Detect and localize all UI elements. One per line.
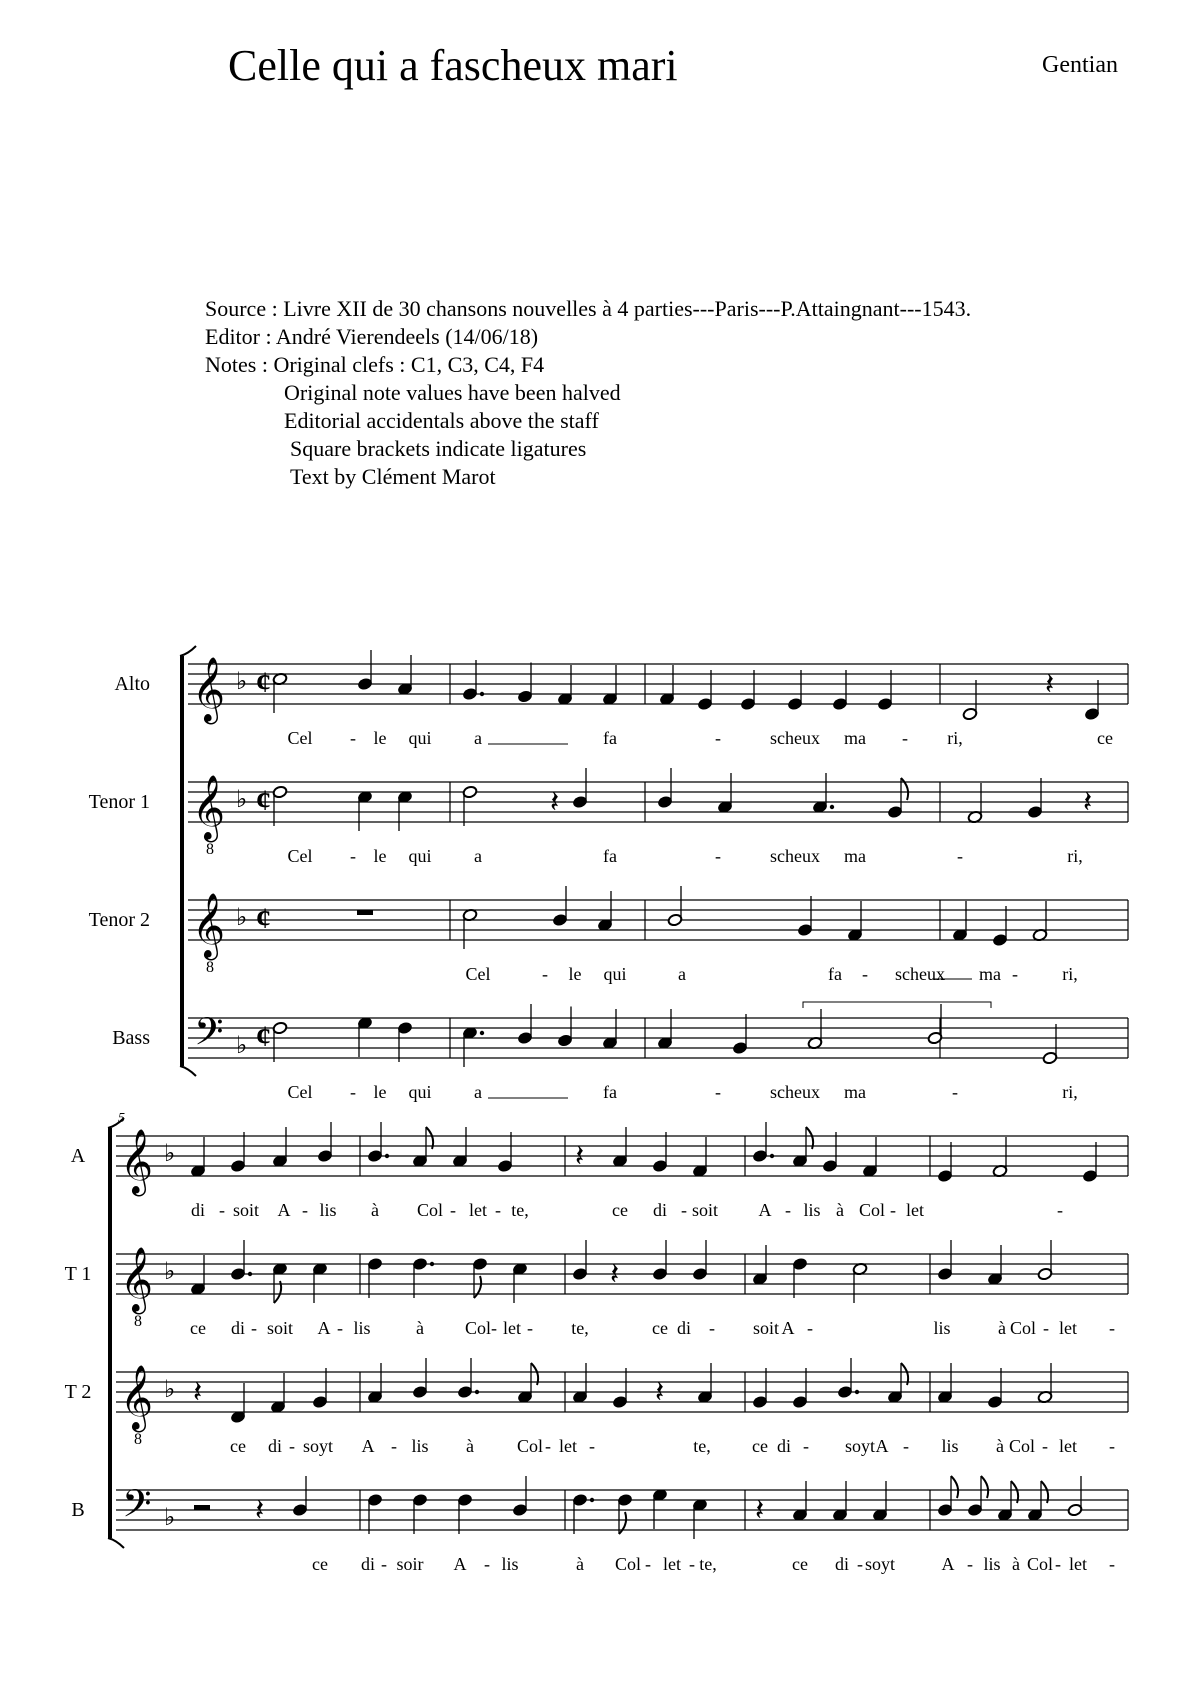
- score-title: Celle qui a fascheux mari: [228, 41, 678, 90]
- lyric-syllable: le: [568, 964, 582, 984]
- part-name-label: B: [71, 1499, 85, 1521]
- flat-icon: ♭: [164, 1141, 176, 1167]
- bass-clef-icon: 𝄢: [194, 1011, 224, 1062]
- lyric-syllable: -: [450, 1200, 456, 1220]
- notes-line: Notes : Original clefs : C1, C3, C4, F4: [205, 352, 545, 377]
- lyric-syllable: lis: [803, 1200, 821, 1220]
- lyric-syllable: Cel: [465, 964, 491, 984]
- lyric-syllable: -: [391, 1436, 397, 1456]
- bracket-hook: [108, 1538, 124, 1548]
- lyric-syllable: soyt: [844, 1436, 876, 1456]
- note-values-line: Original note values have been halved: [284, 380, 621, 405]
- lyric-syllable: lis: [501, 1554, 519, 1574]
- system-2: [65, 1111, 1128, 1574]
- cut-time-icon: ¢: [256, 1020, 271, 1053]
- lyric-syllable: Col: [1026, 1554, 1054, 1574]
- lyric-syllable: -: [1043, 1318, 1049, 1338]
- lyric-syllable: A: [781, 1318, 795, 1338]
- lyric-syllable: à: [996, 1436, 1004, 1456]
- flat-icon: ♭: [236, 787, 248, 813]
- lyric-syllable: di: [190, 1200, 206, 1220]
- flat-icon: ♭: [236, 669, 248, 695]
- augmentation-dot: [385, 1154, 389, 1158]
- staff-2: [89, 886, 1128, 984]
- lyric-syllable: -: [350, 728, 356, 748]
- lyric-syllable: -: [709, 1318, 715, 1338]
- text-by-line: Text by Clément Marot: [290, 464, 496, 489]
- lyric-syllable: te,: [699, 1554, 717, 1574]
- lyric-syllable: ma: [979, 964, 1001, 984]
- lyric-syllable: à: [576, 1554, 584, 1574]
- augmentation-dot: [770, 1154, 774, 1158]
- flat-icon: ♭: [164, 1259, 176, 1285]
- lyric-syllable: -: [527, 1318, 533, 1338]
- lyric-syllable: le: [373, 846, 387, 866]
- part-name-label: T 2: [64, 1381, 92, 1403]
- note-flag: [474, 1276, 481, 1298]
- lyric-syllable: scheux: [770, 728, 820, 748]
- lyric-syllable: A: [361, 1436, 375, 1456]
- octave-eight-label: 8: [206, 841, 214, 858]
- lyric-syllable: di: [676, 1318, 692, 1338]
- lyric-syllable: -: [862, 964, 868, 984]
- editor-line: Editor : André Vierendeels (14/06/18): [205, 324, 539, 349]
- lyric-syllable: -: [1057, 1200, 1063, 1220]
- lyric-syllable: -: [1055, 1554, 1061, 1574]
- lyric-syllable: -: [484, 1554, 490, 1574]
- note-flag: [901, 778, 908, 800]
- lyric-syllable: a: [678, 964, 686, 984]
- lyric-syllable: lis: [933, 1318, 951, 1338]
- lyric-syllable: A: [875, 1436, 889, 1456]
- lyric-syllable: let: [1059, 1318, 1077, 1338]
- lyric-syllable: di: [360, 1554, 376, 1574]
- lyric-syllable: di: [230, 1318, 246, 1338]
- lyric-syllable: soit: [691, 1200, 719, 1220]
- lyric-syllable: a: [474, 1082, 482, 1102]
- lyric-syllable: soyt: [864, 1554, 896, 1574]
- note-flag: [981, 1476, 988, 1498]
- lyric-syllable: -: [681, 1200, 687, 1220]
- lyric-syllable: -: [1109, 1436, 1115, 1456]
- cut-time-icon: ¢: [256, 666, 271, 699]
- treble-clef-icon: 𝄞: [192, 659, 226, 721]
- lyric-syllable: qui: [408, 728, 432, 748]
- part-name-label: A: [70, 1145, 86, 1167]
- lyric-syllable: ce: [752, 1436, 768, 1456]
- lyric-syllable: ce: [1097, 728, 1113, 748]
- cut-time-icon: ¢: [256, 784, 271, 817]
- lyric-syllable: A: [758, 1200, 772, 1220]
- note-flag: [619, 1512, 626, 1534]
- augmentation-dot: [480, 692, 484, 696]
- treble-clef-icon: 𝄞: [120, 1367, 154, 1429]
- note-flag: [951, 1476, 958, 1498]
- lyric-syllable: -: [302, 1200, 308, 1220]
- lyric-syllable: qui: [603, 964, 627, 984]
- quarter-rest-icon: 𝄽: [755, 1494, 765, 1527]
- quarter-rest-icon: 𝄽: [1083, 786, 1093, 819]
- flat-icon: ♭: [164, 1505, 176, 1531]
- lyric-syllable: A: [453, 1554, 467, 1574]
- augmentation-dot: [475, 1390, 479, 1394]
- lyric-syllable: soit: [752, 1318, 780, 1338]
- ligatures-line: Square brackets indicate ligatures: [290, 436, 587, 461]
- lyric-syllable: soit: [266, 1318, 294, 1338]
- staff-1: [89, 768, 1128, 866]
- lyric-syllable: -: [1109, 1318, 1115, 1338]
- lyric-syllable: -: [715, 846, 721, 866]
- lyric-syllable: ce: [612, 1200, 628, 1220]
- ligature-bracket: [803, 1002, 991, 1008]
- lyric-syllable: -: [251, 1318, 257, 1338]
- lyric-syllable: -: [289, 1436, 295, 1456]
- lyric-syllable: ce: [190, 1318, 206, 1338]
- lyric-syllable: ma: [844, 1082, 866, 1102]
- lyric-syllable: -: [890, 1200, 896, 1220]
- lyric-syllable: -: [1109, 1554, 1115, 1574]
- augmentation-dot: [248, 1272, 252, 1276]
- lyric-syllable: scheux: [770, 1082, 820, 1102]
- lyric-syllable: -: [967, 1554, 973, 1574]
- lyric-syllable: à: [1012, 1554, 1020, 1574]
- lyric-syllable: te,: [511, 1200, 529, 1220]
- lyric-syllable: -: [857, 1554, 863, 1574]
- lyric-syllable: ce: [652, 1318, 668, 1338]
- lyric-syllable: Col: [416, 1200, 444, 1220]
- lyric-syllable: -: [495, 1200, 501, 1220]
- lyric-syllable: Cel: [287, 1082, 313, 1102]
- treble-clef-icon: 𝄞: [120, 1131, 154, 1193]
- lyric-syllable: -: [785, 1200, 791, 1220]
- lyric-syllable: à: [416, 1318, 424, 1338]
- lyric-syllable: ri,: [947, 728, 963, 748]
- lyric-syllable: à: [371, 1200, 379, 1220]
- lyric-syllable: -: [545, 1436, 551, 1456]
- lyric-syllable: -: [1042, 1436, 1048, 1456]
- lyric-syllable: di: [834, 1554, 850, 1574]
- lyric-syllable: à: [998, 1318, 1006, 1338]
- flat-icon: ♭: [164, 1377, 176, 1403]
- lyric-syllable: ri,: [1062, 964, 1078, 984]
- source-line: Source : Livre XII de 30 chansons nouvelles à 4 parties---Paris---P.Attaingnant---1543.: [205, 296, 972, 321]
- octave-eight-label: 8: [134, 1313, 142, 1330]
- staff-1: [65, 1240, 1128, 1338]
- lyric-syllable: fa: [603, 1082, 617, 1102]
- lyric-syllable: le: [373, 728, 387, 748]
- lyric-syllable: te,: [571, 1318, 589, 1338]
- lyric-syllable: let: [503, 1318, 521, 1338]
- bracket-hook: [180, 646, 196, 656]
- lyric-syllable: qui: [408, 1082, 432, 1102]
- lyric-syllable: lis: [983, 1554, 1001, 1574]
- augmentation-dot: [480, 1031, 484, 1035]
- octave-eight-label: 8: [206, 959, 214, 976]
- augmentation-dot: [830, 805, 834, 809]
- lyric-syllable: ma: [844, 846, 866, 866]
- part-name-label: T 1: [64, 1263, 92, 1285]
- bracket-hook: [180, 1066, 196, 1076]
- lyric-syllable: A: [941, 1554, 955, 1574]
- part-name-label: Tenor 2: [88, 909, 150, 931]
- lyric-syllable: fa: [603, 728, 617, 748]
- lyric-syllable: soit: [232, 1200, 260, 1220]
- lyric-syllable: -: [807, 1318, 813, 1338]
- lyric-syllable: -: [645, 1554, 651, 1574]
- lyric-syllable: ri,: [1062, 1082, 1078, 1102]
- whole-rest-icon: [357, 910, 373, 915]
- treble-clef-icon: 𝄞: [192, 777, 226, 839]
- system-1: [89, 646, 1128, 1102]
- augmentation-dot: [430, 1262, 434, 1266]
- cut-time-icon: ¢: [256, 902, 271, 935]
- lyric-syllable: -: [589, 1436, 595, 1456]
- lyric-syllable: a: [474, 846, 482, 866]
- lyric-syllable: Col: [614, 1554, 642, 1574]
- lyric-syllable: lis: [319, 1200, 337, 1220]
- augmentation-dot: [590, 1498, 594, 1502]
- half-rest-icon: [194, 1505, 210, 1510]
- measure-number: 5: [118, 1111, 125, 1126]
- lyric-syllable: soir: [396, 1554, 424, 1574]
- lyric-syllable: ri,: [1067, 846, 1083, 866]
- bass-clef-icon: 𝄢: [122, 1483, 152, 1534]
- lyric-syllable: Col: [1008, 1436, 1036, 1456]
- lyric-syllable: Col: [516, 1436, 544, 1456]
- augmentation-dot: [855, 1390, 859, 1394]
- lyric-syllable: Cel: [287, 846, 313, 866]
- staff-3: [71, 1476, 1128, 1574]
- lyric-syllable: let: [663, 1554, 681, 1574]
- lyric-syllable: à: [466, 1436, 474, 1456]
- lyric-syllable: Col: [464, 1318, 492, 1338]
- quarter-rest-icon: 𝄽: [575, 1140, 585, 1173]
- lyric-syllable: ma: [844, 728, 866, 748]
- lyric-syllable: Col: [1009, 1318, 1037, 1338]
- staff-2: [65, 1358, 1128, 1456]
- composer-name: Gentian: [1042, 52, 1118, 78]
- quarter-rest-icon: 𝄽: [610, 1258, 620, 1291]
- lyric-syllable: -: [350, 1082, 356, 1102]
- lyric-syllable: le: [373, 1082, 387, 1102]
- part-name-label: Tenor 1: [88, 791, 150, 813]
- lyric-syllable: -: [337, 1318, 343, 1338]
- lyric-syllable: di: [776, 1436, 792, 1456]
- lyric-syllable: -: [689, 1554, 695, 1574]
- lyric-syllable: -: [219, 1200, 225, 1220]
- lyric-syllable: fa: [828, 964, 842, 984]
- lyric-syllable: A: [277, 1200, 291, 1220]
- lyric-syllable: -: [803, 1436, 809, 1456]
- lyric-syllable: Cel: [287, 728, 313, 748]
- quarter-rest-icon: 𝄽: [193, 1376, 203, 1409]
- lyric-syllable: Col: [858, 1200, 886, 1220]
- lyric-syllable: lis: [411, 1436, 429, 1456]
- staff-0: [71, 1122, 1128, 1220]
- quarter-rest-icon: 𝄽: [255, 1494, 265, 1527]
- lyric-syllable: -: [715, 728, 721, 748]
- flat-icon: ♭: [236, 905, 248, 931]
- lyric-syllable: ce: [312, 1554, 328, 1574]
- lyric-syllable: lis: [353, 1318, 371, 1338]
- accidentals-line: Editorial accidentals above the staff: [284, 408, 599, 433]
- flat-icon: ♭: [236, 1033, 248, 1059]
- lyric-syllable: A: [317, 1318, 331, 1338]
- staff-0: [114, 650, 1128, 748]
- lyric-syllable: -: [903, 1436, 909, 1456]
- lyric-syllable: fa: [603, 846, 617, 866]
- part-name-label: Alto: [114, 673, 150, 695]
- lyric-syllable: à: [836, 1200, 844, 1220]
- lyric-syllable: let: [906, 1200, 924, 1220]
- lyric-syllable: lis: [941, 1436, 959, 1456]
- quarter-rest-icon: 𝄽: [655, 1376, 665, 1409]
- lyric-syllable: scheux: [770, 846, 820, 866]
- lyric-syllable: -: [542, 964, 548, 984]
- lyric-syllable: -: [952, 1082, 958, 1102]
- lyric-syllable: let: [469, 1200, 487, 1220]
- lyric-syllable: -: [902, 728, 908, 748]
- lyric-syllable: te,: [693, 1436, 711, 1456]
- treble-clef-icon: 𝄞: [192, 895, 226, 957]
- lyric-syllable: -: [350, 846, 356, 866]
- lyric-syllable: -: [1012, 964, 1018, 984]
- lyric-syllable: -: [957, 846, 963, 866]
- lyric-syllable: qui: [408, 846, 432, 866]
- quarter-rest-icon: 𝄽: [550, 786, 560, 819]
- lyric-syllable: di: [267, 1436, 283, 1456]
- octave-eight-label: 8: [134, 1431, 142, 1448]
- lyric-syllable: soyt: [302, 1436, 334, 1456]
- lyric-syllable: let: [1069, 1554, 1087, 1574]
- lyric-syllable: let: [1059, 1436, 1077, 1456]
- lyric-syllable: scheux: [895, 964, 945, 984]
- lyric-syllable: ce: [792, 1554, 808, 1574]
- lyric-syllable: -: [381, 1554, 387, 1574]
- treble-clef-icon: 𝄞: [120, 1249, 154, 1311]
- lyric-syllable: -: [715, 1082, 721, 1102]
- lyric-syllable: -: [491, 1318, 497, 1338]
- staff-3: [112, 1004, 1128, 1102]
- lyric-syllable: ce: [230, 1436, 246, 1456]
- part-name-label: Bass: [112, 1027, 150, 1049]
- lyric-syllable: a: [474, 728, 482, 748]
- lyric-syllable: di: [652, 1200, 668, 1220]
- lyric-syllable: let: [559, 1436, 577, 1456]
- quarter-rest-icon: 𝄽: [1045, 668, 1055, 701]
